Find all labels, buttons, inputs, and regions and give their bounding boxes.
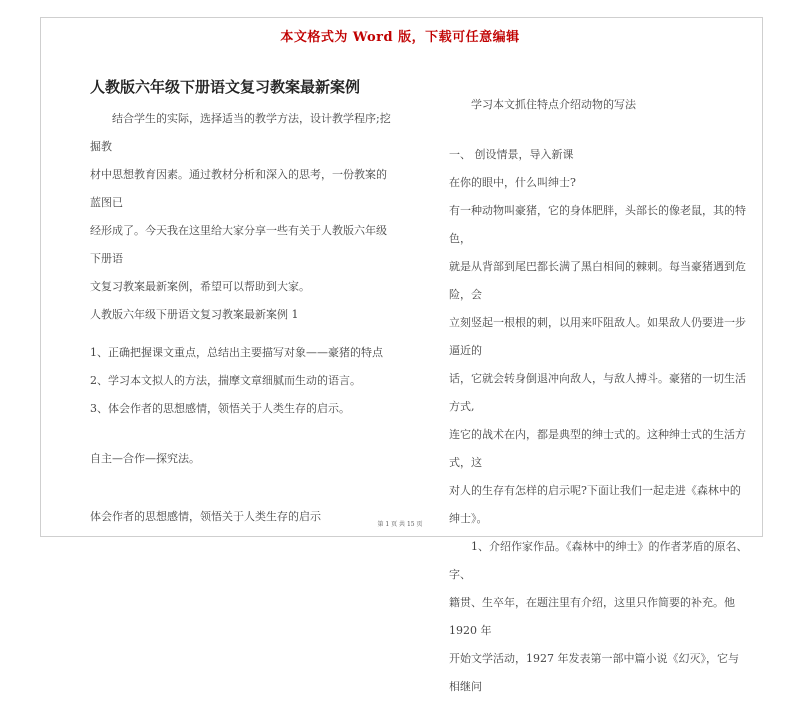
case-heading: 人教版六年级下册语文复习教案最新案例 1	[90, 308, 299, 321]
document-title: 人教版六年级下册语文复习教案最新案例	[90, 78, 361, 96]
format-banner: 本文格式为 Word 版，下载可任意编辑	[280, 30, 520, 45]
body-line-2: 就是从背部到尾巴都长满了黑白相间的棘刺。每当豪猪遇到危险，会	[449, 260, 746, 301]
intro-line-4: 文复习教案最新案例，希望可以帮助到大家。	[90, 280, 310, 293]
method-line: 自主—合作—探究法。	[90, 452, 200, 465]
author-line-3: 开始文学活动，1927 年发表第一部中篇小说《幻灭》，它与相继问	[449, 652, 739, 693]
body-line-4: 话，它就会转身倒退冲向敌人，与敌人搏斗。豪猪的一切生活方式,	[449, 372, 746, 413]
body-line-1: 有一种动物叫豪猪，它的身体肥胖，头部长的像老鼠，其的特色，	[449, 204, 746, 245]
focus-line: 体会作者的思想感情，领悟关于人类生存的启示	[90, 510, 321, 523]
question-line: 在你的眼中，什么叫绅士?	[449, 176, 576, 189]
author-line-2: 籍贯、生卒年，在题注里有介绍，这里只作简要的补充。他 1920 年	[449, 596, 735, 637]
objective-1: 1、正确把握课文重点，总结出主要描写对象——豪猪的特点	[90, 346, 383, 359]
objective-2: 2、学习本文拟人的方法，揣摩文章细腻而生动的语言。	[90, 374, 361, 387]
body-line-6: 对人的生存有怎样的启示呢?下面让我们一起走进《森林中的绅士》。	[449, 484, 741, 525]
objective-3: 3、体会作者的思想感情，领悟关于人类生存的启示。	[90, 402, 350, 415]
intro-line-2: 材中思想教育因素。通过教材分析和深入的思考，一份教案的蓝图已	[90, 168, 387, 209]
left-column	[90, 105, 395, 531]
author-line-1: 1、介绍作家作品。《森林中的绅士》的作者茅盾的原名、字、	[449, 540, 748, 581]
intro-line-3: 经形成了。今天我在这里给大家分享一些有关于人教版六年级下册语	[90, 224, 387, 265]
body-line-3: 立刻竖起一根根的刺，以用来吓阻敌人。如果敌人仍要进一步逼近的	[449, 316, 746, 357]
body-line-5: 连它的战术在内，都是典型的绅士式的。这种绅士式的生活方式，这	[449, 428, 746, 469]
intro-line-1: 结合学生的实际，选择适当的教学方法，设计教学程序;挖掘教	[90, 112, 391, 153]
right-column	[449, 91, 749, 701]
difficulty-line: 学习本文抓住特点介绍动物的写法	[471, 98, 636, 111]
page-number: 第 1 页 共 15 页	[377, 521, 423, 528]
section-heading: 一、 创设情景，导入新课	[449, 148, 574, 161]
